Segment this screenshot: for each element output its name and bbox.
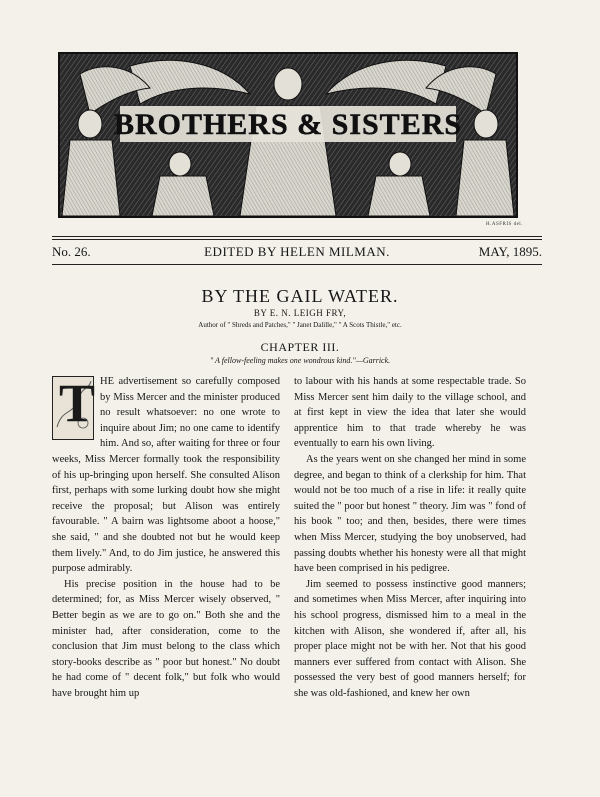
paragraph: As the years went on she changed her mind in some degree, and began to think of a clerkship for him. That would not be too much of a rise in life: it really quite suited the " poor but honest " theory. Jim was " fond of his book " too; and then, besides, there were times when Miss Mercer, studying the boy unobserved, had passing doubts whether his honesty were all that might have been comprised in his pedigree. [294,453,526,575]
top-rule [52,236,542,237]
artist-signature: H.ASFRIS del. [486,222,523,227]
paragraph: His precise position in the house had to be determined; for, as Miss Mercer wisely observed, " Better begin as we are to go on." Both she and the minister had, after consideration, come to the conclusion that Jim must belong to the class which story-books describe as " poor but honest." No doubt he had come of " decent folk," but folk who would have brought him up [52,578,280,699]
paragraph-text: HE advertisement so carefully composed by Miss Mercer and the minister produced no result whatsoever: no one wrote to inquire about Jim; no one came to identify him. And so, after waiting for three or four weeks, Miss Mercer formally took the responsibility of his up-bringing upon herself. She consulted Alison first, perhaps with some lurking doubt how she might receive the proposal; but Alison was entirely favourable. " A bairn was lightsome aboot a hoose," she said, " and she doubted not but he would keep them lively." And, to do Jim justice, he answered this purpose admirably. [52,376,280,575]
epigraph: " A fellow-feeling makes one wondrous kind."—Garrick. [209,356,391,365]
issue-bar [52,244,542,264]
story-title: BY THE GAIL WATER. [201,286,399,306]
text-column-left [52,374,280,701]
bottom-rule [52,264,542,265]
drop-cap-letter: T [59,373,96,433]
text-column-right [294,374,526,701]
issue-date: MAY, 1895. [478,244,542,259]
masthead-illustration [60,54,516,216]
paragraph [52,374,280,577]
author-note: Author of " Shreds and Patches," " Janet Dalille," " A Scots Thistle," etc. [198,321,402,329]
issue-number: No. 26. [52,244,91,259]
drop-cap [52,373,96,440]
paragraph: to labour with his hands at some respectable trade. So Miss Mercer sent him daily to the village school, and at first kept in view the idea that later she would apprentice him to that trade whereby he was eventually to earn his own living. [294,376,526,450]
top-rule-inner [52,239,542,240]
paragraph: Jim seemed to possess instinctive good manners; and sometimes when Miss Mercer, after inquiring into his school progress, dismissed him to a meal in the kitchen with Alison, she wondered if, after all, his proper place might not be with her. Not that his good manners ever suffered from contact with Alison. She possessed the very best of good manners herself; for she was old-fashioned, and knew her own [294,578,526,699]
editor-credit: EDITED BY HELEN MILMAN. [204,244,390,259]
chapter-heading: CHAPTER III. [260,340,340,354]
story-byline: BY E. N. LEIGH FRY, [253,308,347,318]
masthead-title: BROTHERS & SISTERS [113,108,463,141]
masthead-banner [58,52,518,218]
